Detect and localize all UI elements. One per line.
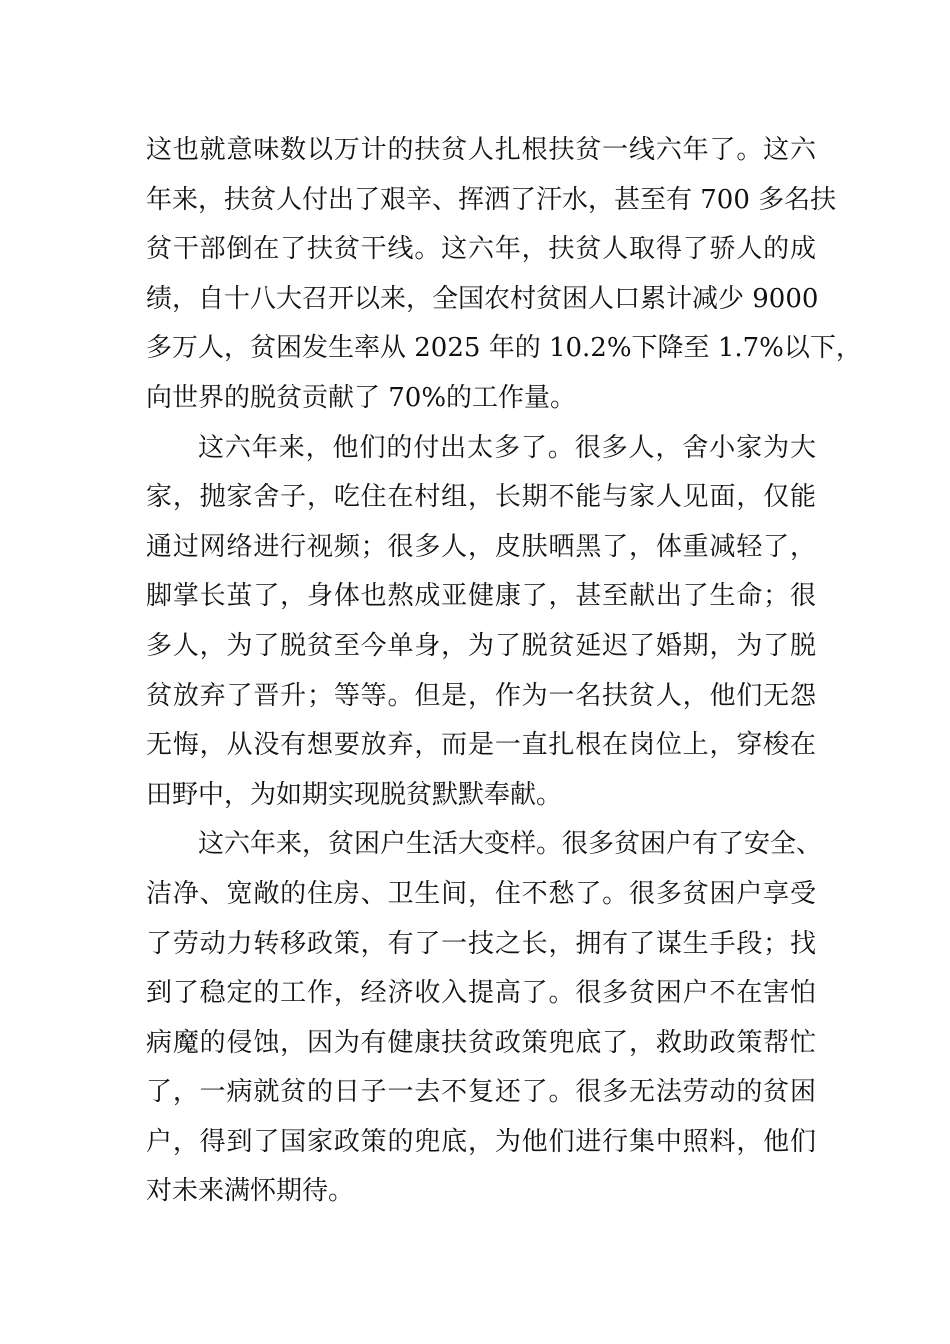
text-line: 病魔的侵蚀，因为有健康扶贫政策兜底了，救助政策帮忙 — [146, 1027, 816, 1058]
text-line: 这六年来，他们的付出太多了。很多人，舍小家为大 — [198, 432, 816, 463]
text-line: 多人，为了脱贫至今单身，为了脱贫延迟了婚期，为了脱 — [146, 630, 816, 661]
document-body — [146, 126, 862, 1217]
text-line: 这也就意味数以万计的扶贫人扎根扶贫一线六年了。这六 — [146, 135, 816, 165]
text-line: 贫干部倒在了扶贫干线。这六年，扶贫人取得了骄人的成 — [146, 234, 816, 265]
text-line: 贫放弃了晋升；等等。但是，作为一名扶贫人，他们无怨 — [146, 680, 816, 711]
text-line: 向世界的脱贫贡献了 70%的工作量。 — [146, 382, 577, 413]
text-line: 家，抛家舍子，吃住在村组，长期不能与家人见面，仅能 — [146, 482, 816, 513]
text-line: 户，得到了国家政策的兜底，为他们进行集中照料，他们 — [146, 1126, 816, 1157]
text-line: 通过网络进行视频；很多人，皮肤晒黑了，体重减轻了， — [146, 531, 816, 562]
text-line: 多万人，贫困发生率从 2025 年的 10.2%下降至 1.7%以下， — [146, 333, 862, 364]
paragraph-2 — [146, 424, 816, 821]
text-line: 无悔，从没有想要放弃，而是一直扎根在岗位上，穿梭在 — [146, 730, 816, 761]
text-line: 了劳动力转移政策，有了一技之长，拥有了谋生手段；找 — [146, 928, 816, 959]
text-line: 了，一病就贫的日子一去不复还了。很多无法劳动的贫困 — [146, 1077, 816, 1108]
text-line: 田野中，为如期实现脱贫默默奉献。 — [146, 779, 563, 810]
text-line: 洁净、宽敞的住房、卫生间，住不愁了。很多贫困户享受 — [146, 878, 816, 909]
paragraph-1 — [146, 126, 862, 424]
text-line: 这六年来，贫困户生活大变样。很多贫困户有了安全、 — [198, 829, 823, 860]
text-line: 对未来满怀期待。 — [146, 1176, 355, 1207]
text-line: 脚掌长茧了，身体也熬成亚健康了，甚至献出了生命；很 — [146, 581, 816, 612]
text-line: 年来，扶贫人付出了艰辛、挥洒了汗水，甚至有 700 多名扶 — [146, 184, 837, 215]
text-line: 到了稳定的工作，经济收入提高了。很多贫困户不在害怕 — [146, 978, 816, 1009]
paragraph-3 — [146, 820, 823, 1217]
text-line: 绩，自十八大召开以来，全国农村贫困人口累计减少 9000 — [146, 283, 819, 314]
